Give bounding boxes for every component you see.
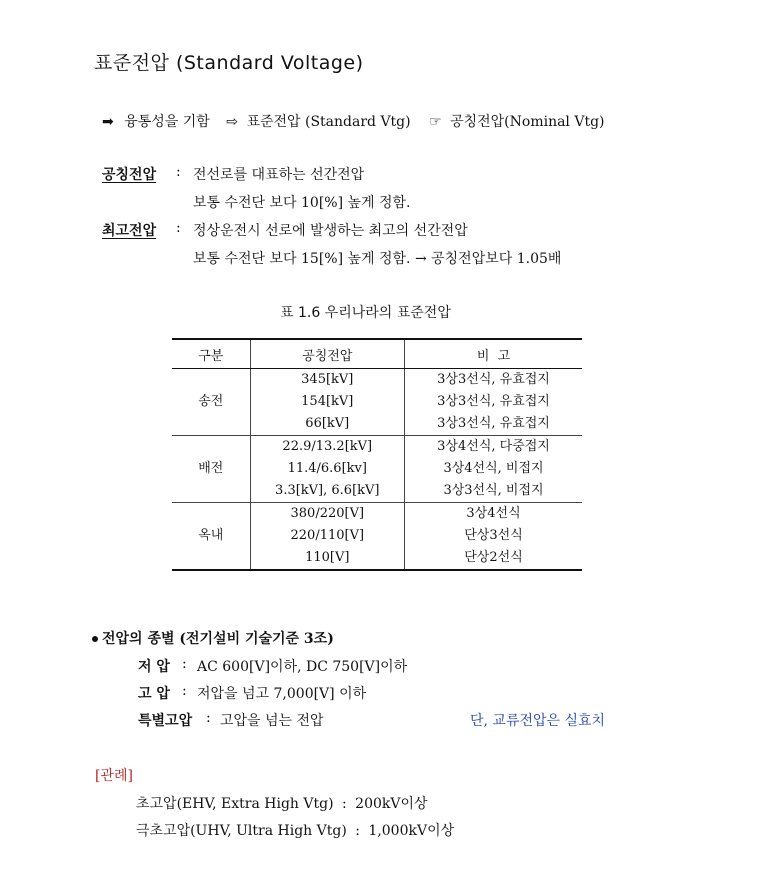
definition-colon: :	[176, 220, 181, 236]
intro-text-standard: 표준전압 (Standard Vtg)	[246, 114, 411, 130]
table-header-voltage: 공칭전압	[250, 339, 405, 369]
table-note-cell: 3상4선식, 비접지	[405, 458, 582, 480]
classification-label-special: 특별고압	[138, 713, 193, 729]
reference-term-uhv: 극초고압(UHV, Ultra High Vtg)	[136, 823, 347, 839]
definition-nominal-line2: 보통 수전단 보다 10[%] 높게 정함.	[193, 195, 411, 211]
table-caption: 표 1.6 우리나라의 표준전압	[280, 305, 451, 321]
table-voltage-cell: 110[V]	[250, 547, 405, 570]
table-voltage-cell: 220/110[V]	[250, 525, 405, 547]
table-category-cell: 송전	[172, 369, 250, 436]
pointing-hand-icon: ☞	[429, 114, 442, 130]
definition-nominal-line1: 전선로를 대표하는 선간전압	[193, 167, 365, 183]
reference-value-uhv: 1,000kV이상	[368, 823, 455, 839]
table-voltage-cell: 345[kV]	[250, 369, 405, 392]
hollow-arrow-icon: ⇨	[226, 114, 238, 130]
reference-colon: :	[342, 796, 347, 812]
table-voltage-cell: 22.9/13.2[kV]	[250, 436, 405, 459]
table-category-cell: 배전	[172, 436, 250, 503]
classification-colon: :	[206, 710, 211, 726]
classification-colon: :	[182, 656, 187, 672]
classification-label-low: 저 압	[138, 659, 170, 675]
standard-voltage-table	[172, 338, 582, 571]
table-voltage-cell: 11.4/6.6[kv]	[250, 458, 405, 480]
classification-colon: :	[182, 683, 187, 699]
definition-colon: :	[176, 164, 181, 180]
table-voltage-cell: 3.3[kV], 6.6[kV]	[250, 480, 405, 503]
rms-note: 단, 교류전압은 실효치	[470, 713, 606, 729]
definition-term-maximum: 최고전압	[102, 223, 157, 239]
table-voltage-cell: 380/220[V]	[250, 503, 405, 526]
classification-heading-row	[92, 628, 334, 648]
intro-line	[102, 111, 605, 131]
classification-label-high: 고 압	[138, 686, 170, 702]
classification-value-special: 고압을 넘는 전압	[220, 713, 324, 729]
reference-colon: :	[355, 823, 360, 839]
table-note-cell: 3상4선식, 다중접지	[405, 436, 582, 459]
page-title: 표준전압 (Standard Voltage)	[94, 52, 364, 74]
table-row	[172, 369, 582, 392]
classification-value-low: AC 600[V]이하, DC 750[V]이하	[197, 659, 408, 675]
table-voltage-cell: 154[kV]	[250, 391, 405, 413]
definition-maximum-line1: 정상운전시 선로에 발생하는 최고의 선간전압	[193, 223, 468, 239]
table-voltage-cell: 66[kV]	[250, 413, 405, 436]
classification-value-high: 저압을 넘고 7,000[V] 이하	[197, 686, 367, 702]
table-note-cell: 단상3선식	[405, 525, 582, 547]
table-header-note: 비 고	[405, 339, 582, 369]
table-header-category: 구분	[172, 339, 250, 369]
definition-term-nominal: 공칭전압	[102, 167, 157, 183]
intro-text-flexibility: 융통성을 기함	[124, 114, 210, 130]
intro-text-nominal: 공칭전압(Nominal Vtg)	[450, 114, 605, 130]
right-arrow-icon: ➡	[102, 114, 114, 130]
table-row	[172, 436, 582, 459]
bullet-icon	[92, 636, 98, 642]
reference-term-ehv: 초고압(EHV, Extra High Vtg)	[136, 796, 334, 812]
classification-heading: 전압의 종별 (전기설비 기술기준 3조)	[102, 631, 334, 647]
definition-maximum-line2: 보통 수전단 보다 15[%] 높게 정함. → 공칭전압보다 1.05배	[193, 251, 562, 267]
table-category-cell: 옥내	[172, 503, 250, 571]
reference-row-uhv	[136, 820, 454, 840]
reference-value-ehv: 200kV이상	[355, 796, 428, 812]
reference-row-ehv	[136, 793, 428, 813]
table-note-cell: 단상2선식	[405, 547, 582, 570]
table-note-cell: 3상3선식, 유효접지	[405, 369, 582, 392]
table-note-cell: 3상3선식, 비접지	[405, 480, 582, 503]
table-note-cell: 3상4선식	[405, 503, 582, 526]
table-note-cell: 3상3선식, 유효접지	[405, 413, 582, 436]
table-note-cell: 3상3선식, 유효접지	[405, 391, 582, 413]
reference-heading: [관례]	[95, 768, 133, 784]
table-row	[172, 503, 582, 526]
